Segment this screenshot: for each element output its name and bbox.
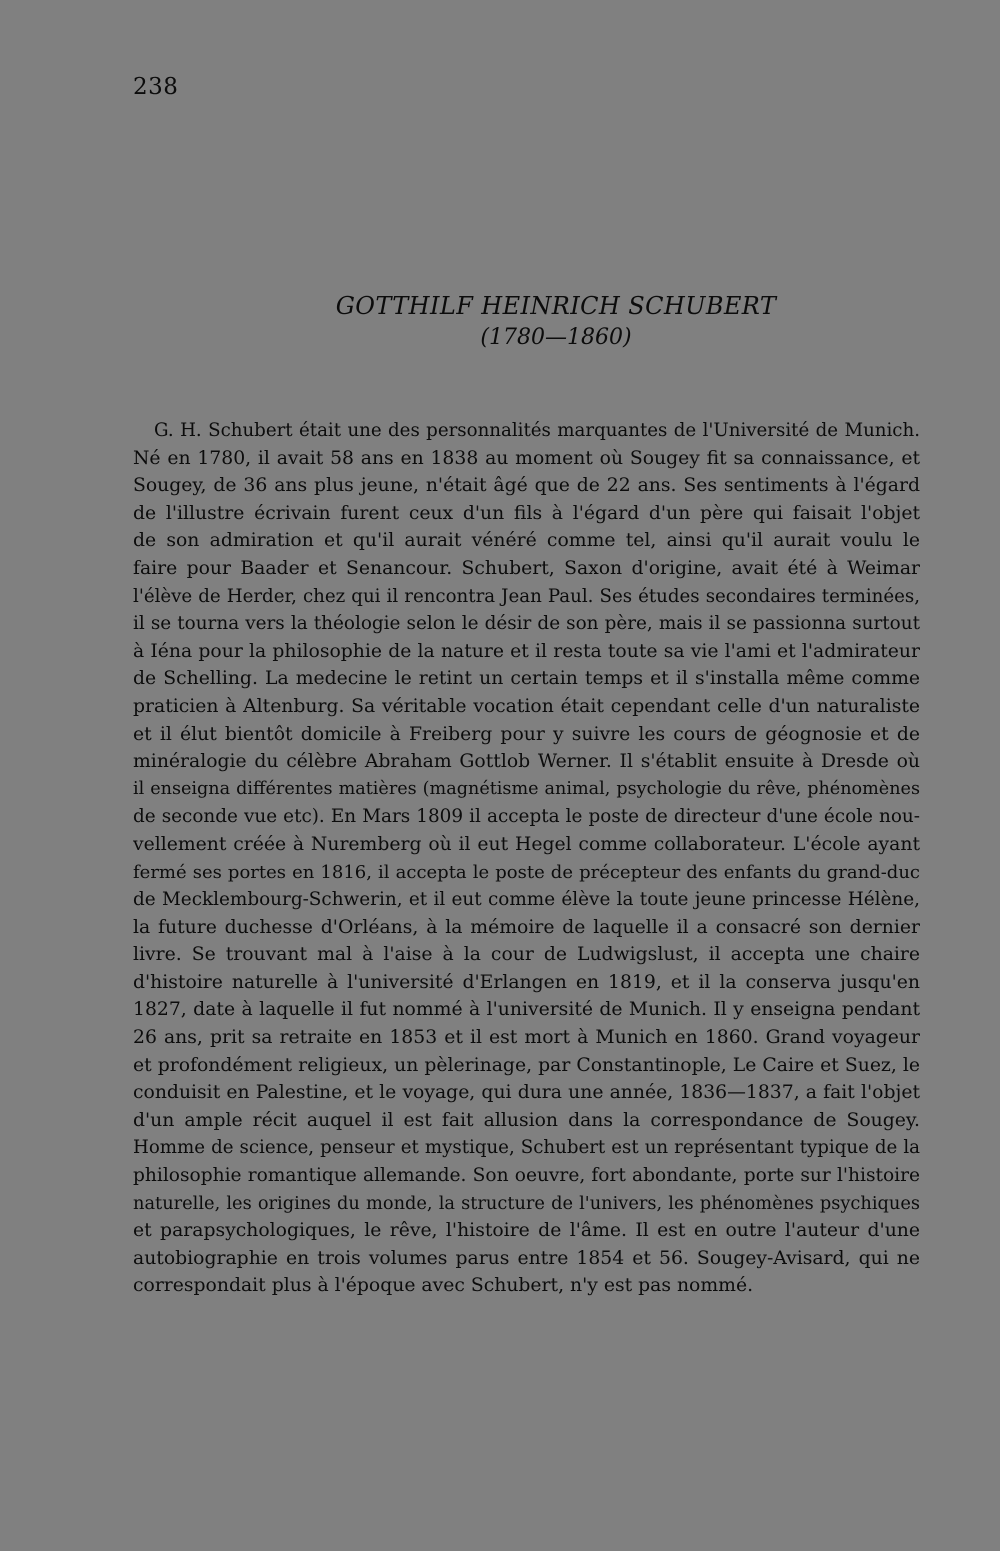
- text-line: Sougey, de 36 ans plus jeune, n'était âgé que de 22 ans. Ses sentiments à l'égard: [133, 475, 920, 497]
- text-line: conduisit en Palestine, et le voyage, qui dura une année, 1836—1837, a fait l'objet: [133, 1082, 920, 1104]
- body-paragraph: [133, 417, 920, 1300]
- text-line: de son admiration et qu'il aurait vénéré comme tel, ainsi qu'il aurait voulu le: [133, 530, 920, 552]
- text-line: d'un ample récit auquel il est fait allusion dans la correspondance de Sougey.: [133, 1109, 920, 1131]
- text-line: vellement créée à Nuremberg où il eut Hegel comme collaborateur. L'école ayant: [133, 833, 920, 855]
- text-line: faire pour Baader et Senancour. Schubert, Saxon d'origine, avait été à Weimar: [133, 557, 920, 579]
- text-line: il se tourna vers la théologie selon le désir de son père, mais il se passionna surtout: [133, 613, 920, 635]
- text-line: 26 ans, prit sa retraite en 1853 et il est mort à Munich en 1860. Grand voyageur: [133, 1027, 920, 1049]
- text-line: Homme de science, penseur et mystique, Schubert est un représentant typique de la: [133, 1137, 920, 1159]
- chapter-title: GOTTHILF HEINRICH SCHUBERT: [335, 292, 777, 320]
- chapter-dates: (1780—1860): [480, 325, 632, 350]
- text-line: et il élut bientôt domicile à Freiberg pour y suivre les cours de géognosie et de: [133, 723, 920, 745]
- text-line: il enseigna différentes matières (magnétisme animal, psychologie du rêve, phénomènes: [133, 778, 920, 799]
- text-line: de l'illustre écrivain furent ceux d'un fils à l'égard d'un père qui faisait l'objet: [133, 502, 920, 524]
- text-line: minéralogie du célèbre Abraham Gottlob Werner. Il s'établit ensuite à Dresde où: [133, 751, 920, 773]
- text-line: correspondait plus à l'époque avec Schubert, n'y est pas nommé.: [133, 1275, 754, 1297]
- text-line: fermé ses portes en 1816, il accepta le poste de précepteur des enfants du grand-duc: [133, 861, 920, 883]
- text-line: Né en 1780, il avait 58 ans en 1838 au moment où Sougey fit sa connaissance, et: [133, 447, 920, 469]
- text-line: philosophie romantique allemande. Son oeuvre, fort abondante, porte sur l'histoire: [133, 1165, 920, 1187]
- text-line: et parapsychologiques, le rêve, l'histoire de l'âme. Il est en outre l'auteur d'une: [133, 1220, 920, 1242]
- text-line: de Mecklembourg-Schwerin, et il eut comme élève la toute jeune princesse Hélène,: [133, 889, 920, 911]
- text-line: 1827, date à laquelle il fut nommé à l'université de Munich. Il y enseigna pendant: [133, 999, 920, 1021]
- text-line: autobiographie en trois volumes parus entre 1854 et 56. Sougey-Avisard, qui ne: [133, 1247, 920, 1269]
- text-line: à Iéna pour la philosophie de la nature et il resta toute sa vie l'ami et l'admirateur: [133, 640, 920, 662]
- text-line: de Schelling. La medecine le retint un certain temps et il s'installa même comme: [133, 668, 920, 690]
- text-line: naturelle, les origines du monde, la structure de l'univers, les phénomènes psychiques: [133, 1192, 920, 1214]
- text-line: et profondément religieux, un pèlerinage, par Constantinople, Le Caire et Suez, le: [133, 1054, 920, 1076]
- text-line: G. H. Schubert était une des personnalités marquantes de l'Université de Munich.: [154, 420, 920, 441]
- text-line: la future duchesse d'Orléans, à la mémoire de laquelle il a consacré son dernier: [133, 916, 920, 938]
- text-line: l'élève de Herder, chez qui il rencontra Jean Paul. Ses études secondaires terminées,: [133, 585, 920, 607]
- text-line: d'histoire naturelle à l'université d'Erlangen en 1819, et il la conserva jusqu'en: [133, 971, 920, 993]
- text-line: praticien à Altenburg. Sa véritable vocation était cependant celle d'un naturaliste: [133, 695, 920, 717]
- page-number: 238: [133, 74, 179, 100]
- text-line: livre. Se trouvant mal à l'aise à la cour de Ludwigslust, il accepta une chaire: [133, 944, 920, 966]
- text-line: de seconde vue etc). En Mars 1809 il accepta le poste de directeur d'une école nou-: [133, 806, 920, 828]
